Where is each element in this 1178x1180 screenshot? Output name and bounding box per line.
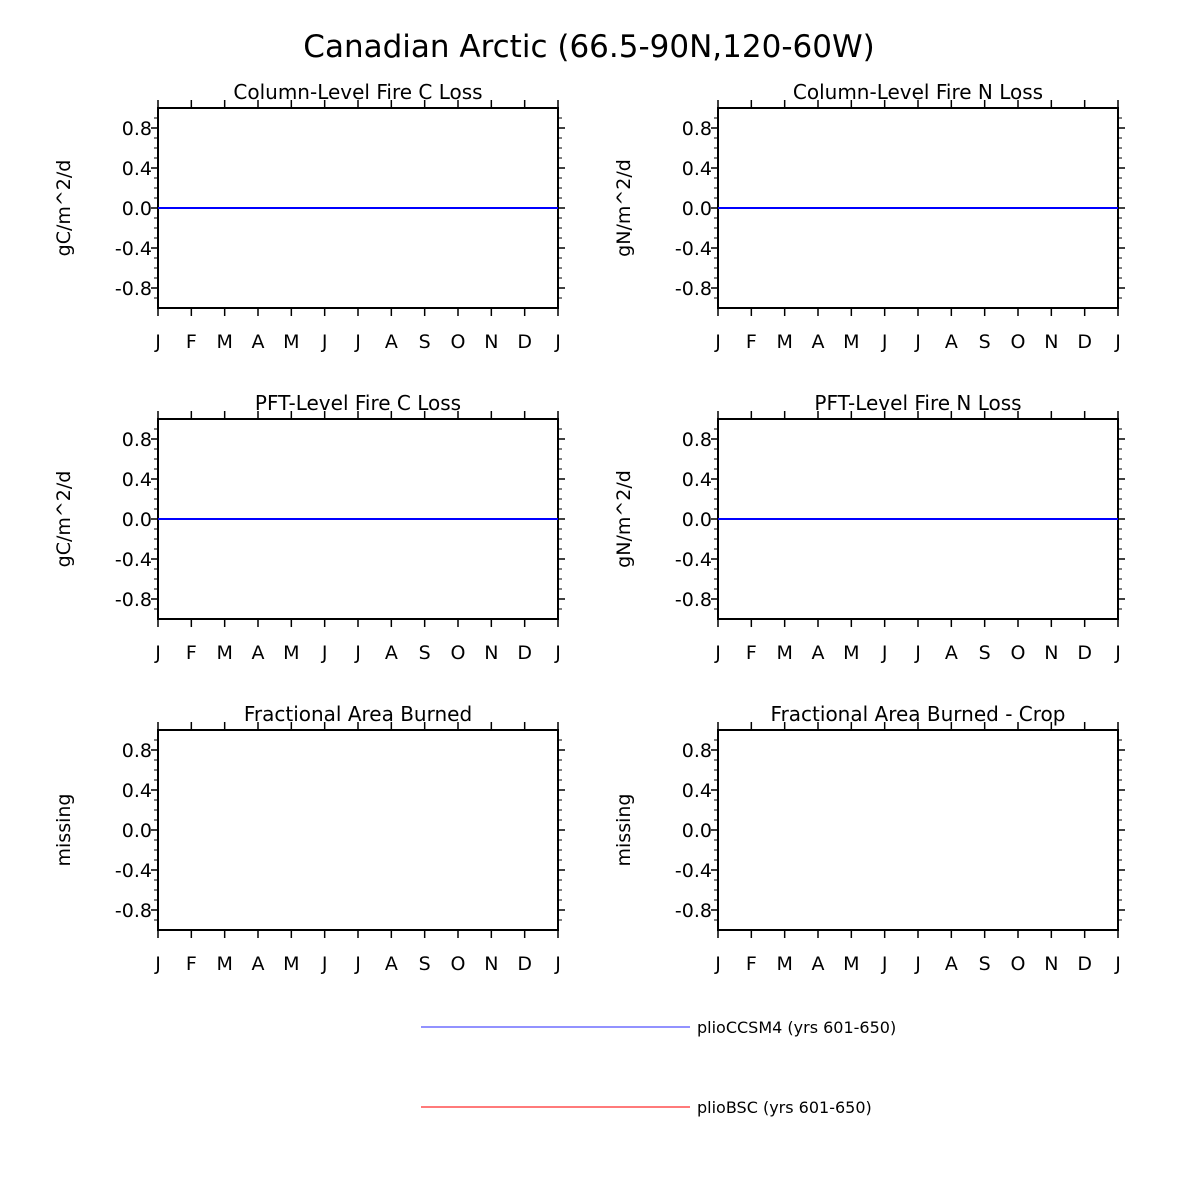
chart-panel (53, 80, 565, 353)
x-tick-label: D (517, 642, 532, 664)
x-tick-label: O (450, 642, 466, 664)
x-tick-label: A (811, 953, 825, 975)
x-tick-label: J (1115, 331, 1121, 353)
y-tick-label: 0.0 (121, 820, 152, 842)
x-tick-label: N (484, 953, 499, 975)
x-tick-label: N (1044, 642, 1059, 664)
x-tick-label: J (355, 331, 361, 353)
x-tick-label: A (384, 953, 398, 975)
x-tick-label: S (978, 331, 991, 353)
x-tick-label: O (450, 331, 466, 353)
chart-panel (613, 702, 1125, 975)
x-tick-label: A (384, 642, 398, 664)
figure-title: Canadian Arctic (66.5-90N,120-60W) (303, 29, 875, 65)
legend (421, 1018, 896, 1117)
y-tick-label: -0.4 (114, 860, 152, 882)
x-tick-label: A (944, 953, 958, 975)
x-tick-label: J (355, 953, 361, 975)
x-tick-label: D (517, 953, 532, 975)
x-tick-label: M (283, 331, 300, 353)
y-tick-label: 0.8 (681, 429, 712, 451)
x-tick-label: M (283, 953, 300, 975)
x-tick-label: F (745, 331, 757, 353)
x-tick-label: J (881, 642, 888, 664)
x-tick-label: A (251, 953, 265, 975)
x-tick-label: A (944, 642, 958, 664)
y-tick-label: -0.8 (114, 278, 152, 300)
panel-title: Column-Level Fire N Loss (792, 80, 1044, 104)
x-tick-label: J (355, 642, 361, 664)
x-tick-label: J (881, 953, 888, 975)
x-tick-label: J (915, 642, 921, 664)
plot-frame (158, 730, 558, 930)
y-tick-label: 0.0 (681, 198, 712, 220)
x-tick-label: M (843, 642, 860, 664)
x-tick-label: S (978, 642, 991, 664)
x-tick-label: M (776, 642, 793, 664)
y-tick-label: 0.8 (121, 118, 152, 140)
legend-label: plioBSC (yrs 601-650) (697, 1098, 872, 1117)
panel-title: Fractional Area Burned - Crop (770, 702, 1066, 726)
x-tick-label: J (555, 953, 561, 975)
y-tick-label: 0.0 (121, 198, 152, 220)
chart-panel (613, 391, 1125, 664)
x-tick-label: J (1115, 953, 1121, 975)
x-tick-label: J (915, 953, 921, 975)
x-tick-label: N (1044, 331, 1059, 353)
panel-title: Fractional Area Burned (243, 702, 473, 726)
y-tick-label: -0.8 (674, 278, 712, 300)
chart-panel (53, 702, 565, 975)
x-tick-label: J (881, 331, 888, 353)
x-tick-label: S (418, 642, 431, 664)
x-tick-label: S (418, 331, 431, 353)
y-axis-label: gC/m^2/d (53, 470, 75, 568)
x-tick-label: A (944, 331, 958, 353)
y-tick-label: 0.4 (681, 469, 712, 491)
x-tick-label: M (843, 953, 860, 975)
x-tick-label: O (1010, 642, 1026, 664)
x-tick-label: N (484, 642, 499, 664)
x-tick-label: M (843, 331, 860, 353)
x-tick-label: J (155, 953, 161, 975)
x-tick-label: S (978, 953, 991, 975)
panel-title: PFT-Level Fire N Loss (814, 391, 1022, 415)
y-tick-label: 0.4 (121, 158, 152, 180)
x-tick-label: A (384, 331, 398, 353)
x-tick-label: A (251, 642, 265, 664)
x-tick-label: J (1115, 642, 1121, 664)
x-tick-label: M (216, 953, 233, 975)
x-tick-label: O (1010, 331, 1026, 353)
y-tick-label: 0.0 (121, 509, 152, 531)
y-axis-label: gC/m^2/d (53, 159, 75, 257)
y-tick-label: -0.8 (114, 589, 152, 611)
x-tick-label: N (484, 331, 499, 353)
x-tick-label: J (155, 642, 161, 664)
x-tick-label: A (251, 331, 265, 353)
x-tick-label: D (1077, 331, 1092, 353)
y-tick-label: 0.8 (681, 740, 712, 762)
legend-label: plioCCSM4 (yrs 601-650) (697, 1018, 897, 1037)
x-tick-label: J (715, 331, 721, 353)
y-tick-label: 0.4 (121, 780, 152, 802)
y-tick-label: 0.8 (121, 429, 152, 451)
x-tick-label: M (216, 331, 233, 353)
x-tick-label: J (715, 642, 721, 664)
x-tick-label: D (1077, 642, 1092, 664)
y-tick-label: -0.4 (674, 860, 712, 882)
x-tick-label: D (1077, 953, 1092, 975)
y-tick-label: -0.8 (674, 589, 712, 611)
x-tick-label: O (450, 953, 466, 975)
panels (53, 80, 1125, 975)
x-tick-label: F (185, 953, 197, 975)
x-tick-label: J (555, 642, 561, 664)
x-tick-label: J (555, 331, 561, 353)
x-tick-label: F (185, 642, 197, 664)
x-tick-label: D (517, 331, 532, 353)
x-tick-label: N (1044, 953, 1059, 975)
y-tick-label: -0.8 (674, 900, 712, 922)
panel-title: PFT-Level Fire C Loss (254, 391, 462, 415)
x-tick-label: M (283, 642, 300, 664)
x-tick-label: A (811, 642, 825, 664)
y-tick-label: 0.0 (681, 820, 712, 842)
x-tick-label: S (418, 953, 431, 975)
x-tick-label: F (185, 331, 197, 353)
y-axis-label: gN/m^2/d (613, 159, 635, 257)
y-axis-label: missing (53, 793, 75, 867)
y-tick-label: -0.4 (114, 238, 152, 260)
x-tick-label: M (216, 642, 233, 664)
plot-frame (718, 730, 1118, 930)
x-tick-label: J (155, 331, 161, 353)
y-axis-label: gN/m^2/d (613, 470, 635, 568)
x-tick-label: J (321, 642, 328, 664)
panel-title: Column-Level Fire C Loss (233, 80, 483, 104)
y-tick-label: 0.4 (121, 469, 152, 491)
x-tick-label: A (811, 331, 825, 353)
x-tick-label: J (321, 331, 328, 353)
x-tick-label: J (715, 953, 721, 975)
y-tick-label: -0.4 (674, 238, 712, 260)
y-tick-label: -0.4 (114, 549, 152, 571)
x-tick-label: M (776, 953, 793, 975)
y-tick-label: 0.8 (121, 740, 152, 762)
y-tick-label: -0.8 (114, 900, 152, 922)
y-tick-label: 0.4 (681, 780, 712, 802)
x-tick-label: F (745, 642, 757, 664)
x-tick-label: M (776, 331, 793, 353)
y-tick-label: 0.8 (681, 118, 712, 140)
x-tick-label: J (321, 953, 328, 975)
x-tick-label: J (915, 331, 921, 353)
x-tick-label: O (1010, 953, 1026, 975)
y-tick-label: 0.4 (681, 158, 712, 180)
y-axis-label: missing (613, 793, 635, 867)
y-tick-label: 0.0 (681, 509, 712, 531)
chart-panel (613, 80, 1125, 353)
y-tick-label: -0.4 (674, 549, 712, 571)
chart-panel (53, 391, 565, 664)
x-tick-label: F (745, 953, 757, 975)
